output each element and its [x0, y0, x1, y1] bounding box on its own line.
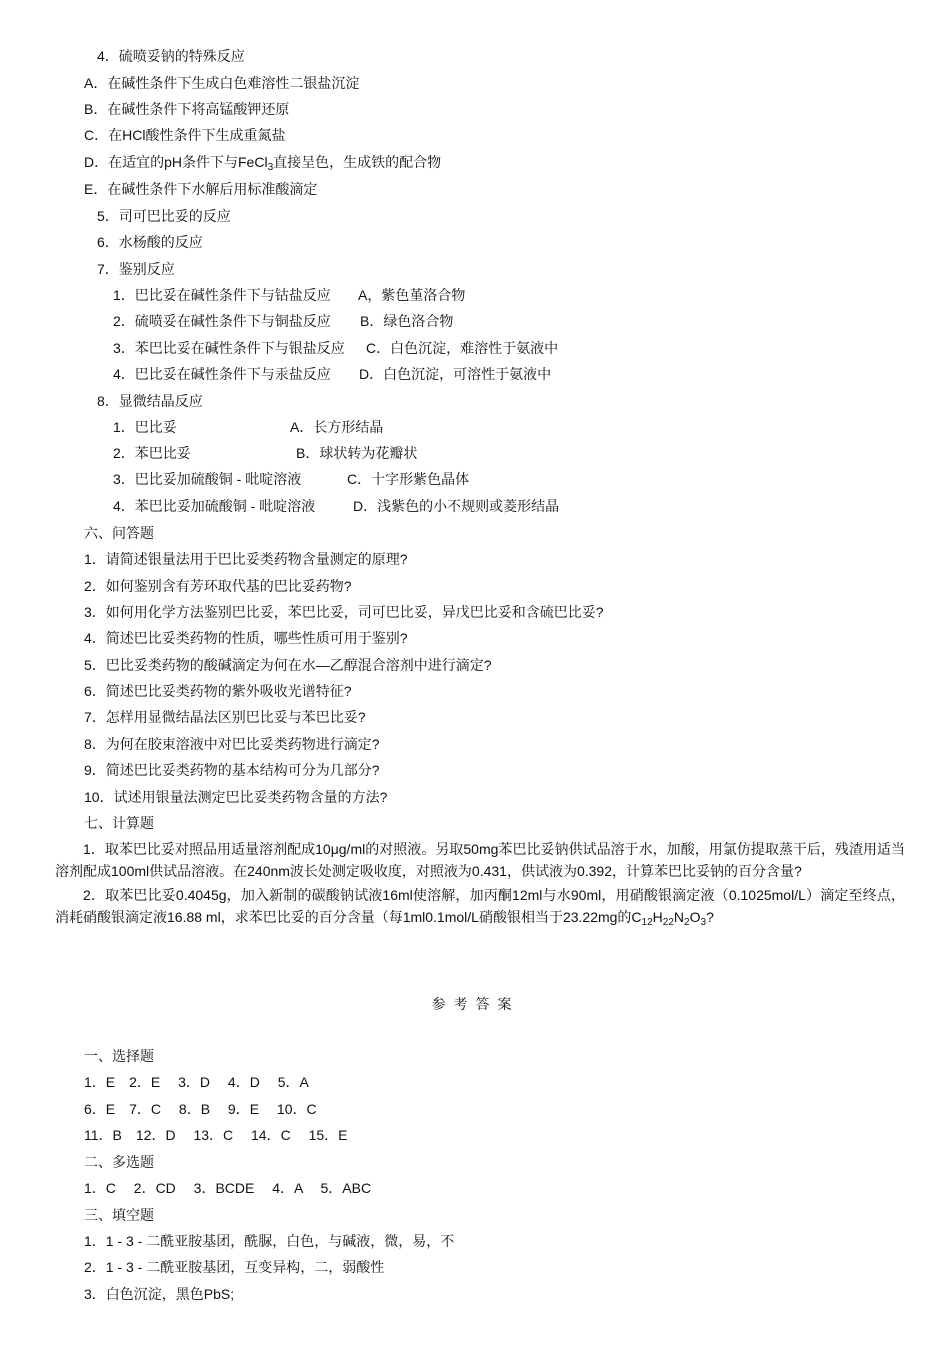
q4-option-b: B．在碱性条件下将高锰酸钾还原: [84, 101, 290, 117]
q4-title: 4．硫喷妥钠的特殊反应: [97, 48, 245, 64]
q8-right-a: A．长方形结晶: [290, 419, 384, 435]
section6-item-8: 8．为何在胶束溶液中对巴比妥类药物进行滴定?: [84, 736, 380, 752]
q7-title: 7．鉴别反应: [97, 261, 175, 277]
section6-title: 六、问答题: [84, 525, 154, 541]
q7-left-1: 1．巴比妥在碱性条件下与钴盐反应: [113, 287, 331, 303]
formula-n: N: [673, 909, 685, 925]
calc-problem-1: [55, 838, 905, 882]
q4-option-e: E．在碱性条件下水解后用标准酸滴定: [84, 181, 318, 197]
formula-o-sub: 3: [700, 917, 707, 928]
answers-s3-title: 三、填空题: [84, 1207, 154, 1223]
formula-h: H: [652, 909, 663, 925]
section6-item-5: 5．巴比妥类药物的酸碱滴定为何在水—乙醇混合溶剂中进行滴定?: [84, 657, 492, 673]
formula-n-sub: 2: [684, 917, 690, 928]
section6-item-9: 9．简述巴比妥类药物的基本结构可分为几部分?: [84, 762, 380, 778]
answers-s1-title: 一、选择题: [84, 1048, 154, 1064]
section6-item-4: 4．简述巴比妥类药物的性质，哪些性质可用于鉴别?: [84, 630, 408, 646]
q8-left-1: 1．巴比妥: [113, 419, 177, 435]
section6-item-2: 2．如何鉴别含有芳环取代基的巴比妥药物?: [84, 578, 352, 594]
q7-left-2: 2．硫喷妥在碱性条件下与铜盐反应: [113, 313, 331, 329]
q8-left-4: 4．苯巴比妥加硫酸铜 - 吡啶溶液: [113, 498, 316, 514]
section7-title: 七、计算题: [84, 815, 154, 831]
q7-right-a: A，紫色堇洛合物: [358, 287, 466, 303]
q4-option-d-rest: 直接呈色，生成铁的配合物: [273, 154, 442, 170]
answers-s2-title: 二、多选题: [84, 1154, 154, 1170]
q4-option-d: [84, 152, 441, 172]
q8-right-b: B．球状转为花瓣状: [296, 445, 418, 461]
section6-item-10: 10．试述用银量法测定巴比妥类药物含量的方法?: [84, 789, 388, 805]
answers-s2-line: 1．C 2．CD 3．BCDE 4．A 5．ABC: [84, 1180, 372, 1196]
answers-s3-line-1: 1．1 - 3 - 二酰亚胺基团，酰脲，白色，与碱液，微，易，不: [84, 1233, 455, 1249]
q7-right-c: C．白色沉淀，难溶性于氨液中: [366, 340, 559, 356]
calc-problem-1-text: 1．取苯巴比妥对照品用适量溶剂配成10μg/ml的对照液。另取50mg苯巴比妥钠供试品溶于水，加酸，用氯仿提取蒸干后，残渣用适当溶剂配成100ml供试品溶液。在240nm波长处测定吸收度，对照液为0.431，供试液为0.392，计算苯巴比妥钠的百分含量?: [55, 841, 905, 879]
q8-right-d: D．浅紫色的小不规则或菱形结晶: [353, 498, 560, 514]
q7-right-d: D．白色沉淀，可溶性于氨液中: [359, 366, 552, 382]
q7-left-3: 3．苯巴比妥在碱性条件下与银盐反应: [113, 340, 345, 356]
q7-right-b: B．绿色洛合物: [360, 313, 454, 329]
answers-title: 参考答案: [431, 996, 520, 1012]
q6-title: 6．水杨酸的反应: [97, 234, 203, 250]
q8-title: 8．显微结晶反应: [97, 393, 203, 409]
section6-item-7: 7．怎样用显微结晶法区别巴比妥与苯巴比妥?: [84, 709, 366, 725]
calc-problem-2-end: ?: [706, 909, 714, 925]
section6-item-3: 3．如何用化学方法鉴别巴比妥，苯巴比妥，司可巴比妥，异戊巴比妥和含硫巴比妥?: [84, 604, 604, 620]
answers-s1-line-1: 1．E 2．E 3．D 4．D 5．A: [84, 1074, 309, 1090]
answers-s3-line-2: 2．1 - 3 - 二酰亚胺基团，互变异构，二，弱酸性: [84, 1259, 385, 1275]
q4-option-a: A．在碱性条件下生成白色难溶性二银盐沉淀: [84, 75, 360, 91]
q8-left-3: 3．巴比妥加硫酸铜 - 吡啶溶液: [113, 471, 302, 487]
q7-left-4: 4．巴比妥在碱性条件下与汞盐反应: [113, 366, 331, 382]
answers-s1-line-3: 11．B 12．D 13．C 14．C 15．E: [84, 1127, 348, 1143]
answers-s3-line-3: 3．白色沉淀，黑色PbS;: [84, 1286, 235, 1302]
section6-item-1: 1．请简述银量法用于巴比妥类药物含量测定的原理?: [84, 551, 408, 567]
q4-option-c: C．在HCl酸性条件下生成重氮盐: [84, 127, 286, 143]
q8-right-c: C．十字形紫色晶体: [347, 471, 470, 487]
q4-option-d-sub: 3: [267, 162, 274, 173]
calc-problem-2-text: 2．取苯巴比妥0.4045g，加入新制的碳酸钠试液16ml使溶解，加丙酮12ml与水90ml，用硝酸银滴定液（0.1025mol/L）滴定至终点，消耗硝酸银滴定液16.88 ml，求苯巴比妥的百分含量（每1ml0.1mol/L硝酸银相当于23.22mg的C: [55, 887, 905, 925]
q8-left-2: 2．苯巴比妥: [113, 445, 191, 461]
formula-o: O: [689, 909, 701, 925]
formula-h-sub: 22: [662, 917, 674, 928]
formula-c-sub: 12: [641, 917, 653, 928]
q5-title: 5．司可巴比妥的反应: [97, 208, 231, 224]
answers-s1-line-2: 6．E 7．C 8．B 9．E 10．C: [84, 1101, 317, 1117]
calc-problem-2: [55, 884, 905, 928]
q4-option-d-text: D．在适宜的pH条件下与FeCl: [84, 154, 268, 170]
section6-item-6: 6．简述巴比妥类药物的紫外吸收光谱特征?: [84, 683, 352, 699]
